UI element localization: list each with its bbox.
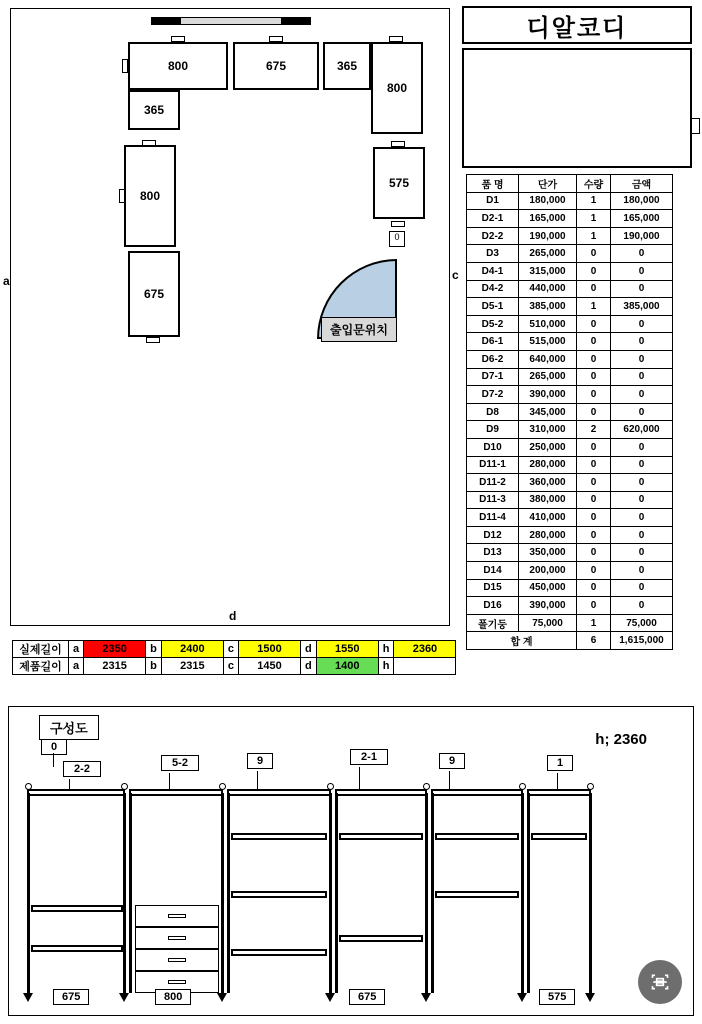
elev-drawer [135,949,219,971]
length-row-product [13,658,456,675]
price-table-total-row [467,632,673,650]
price-cell: D10 [467,438,519,456]
elev-shelf [339,935,423,942]
price-cell: 250,000 [519,438,577,456]
elev-bottom-tag-675b: 675 [349,989,385,1005]
plan-label-a: a [3,274,10,288]
price-cell: 0 [577,597,611,615]
price-cell: 0 [611,245,673,263]
price-cell: 280,000 [519,526,577,544]
plan-label-d: d [229,609,237,623]
length-key-c: c [223,641,238,658]
price-cell: 0 [611,386,673,404]
price-cell: 180,000 [611,192,673,210]
elev-post [329,793,332,993]
plan-box-365-top: 365 [323,42,371,90]
price-cell: D5-2 [467,315,519,333]
price-table-row [467,262,673,280]
plan-door-tag: 0 [389,231,405,247]
price-table-row [467,210,673,228]
elev-post [521,793,524,993]
price-cell: 1 [577,192,611,210]
plan-tab [391,221,405,227]
elev-shelf [31,945,123,952]
price-cell: 515,000 [519,333,577,351]
length-key-b: b [146,641,162,658]
price-cell: 190,000 [519,227,577,245]
plan-box-675-left: 675 [128,251,180,337]
price-cell: 165,000 [519,210,577,228]
price-cell: 0 [611,474,673,492]
elev-shelf [31,905,123,912]
price-cell: 380,000 [519,491,577,509]
price-cell: 0 [611,368,673,386]
price-cell: D11-1 [467,456,519,474]
price-total-label: 합 계 [467,632,577,650]
price-cell: D2-2 [467,227,519,245]
price-cell: 0 [577,544,611,562]
price-table-row [467,421,673,439]
price-cell: 165,000 [611,210,673,228]
plan-box-800-right: 800 [371,42,423,134]
price-total-qty: 6 [577,632,611,650]
price-cell: 1 [577,614,611,632]
price-cell: 0 [577,579,611,597]
price-cell: 75,000 [611,614,673,632]
elev-knob [121,783,128,790]
prod-key-b: b [146,658,162,675]
price-cell: 0 [577,509,611,527]
prod-value-b: 2315 [161,658,223,675]
length-row-label: 실제길이 [13,641,69,658]
price-cell: 280,000 [519,456,577,474]
prod-value-h [394,658,456,675]
price-cell: 345,000 [519,403,577,421]
length-value-a: 2350 [84,641,146,658]
price-cell: 0 [611,579,673,597]
price-cell: 385,000 [519,298,577,316]
elev-tag-9b: 9 [439,753,465,769]
elev-top-rail [527,789,591,796]
brand-logo: 디알코디 [462,6,692,44]
price-cell: D12 [467,526,519,544]
price-cell: 0 [577,350,611,368]
elev-post [129,793,132,993]
plan-label-c: c [452,268,459,282]
elev-shelf [531,833,587,840]
price-cell: 440,000 [519,280,577,298]
price-cell: 0 [577,386,611,404]
price-cell: 350,000 [519,544,577,562]
price-cell: 310,000 [519,421,577,439]
price-table-row [467,298,673,316]
price-cell: D11-3 [467,491,519,509]
price-table-row [467,386,673,404]
length-row-label: 제품길이 [13,658,69,675]
price-table-row [467,509,673,527]
price-table-row [467,597,673,615]
door-position-callout: 출입문위치 [321,317,397,342]
price-cell: 410,000 [519,509,577,527]
price-cell: 390,000 [519,597,577,615]
price-header-unit: 단가 [519,175,577,193]
plan-box-575-right: 575 [373,147,425,219]
price-cell: D11-2 [467,474,519,492]
plan-tab [269,36,283,42]
price-cell: D3 [467,245,519,263]
elev-post [227,793,230,993]
prod-key-a: a [69,658,84,675]
price-table-header-row [467,175,673,193]
price-cell: D2-1 [467,210,519,228]
price-cell: 0 [611,597,673,615]
price-cell: 620,000 [611,421,673,439]
leader-line [53,753,54,767]
price-cell: 0 [611,350,673,368]
price-table-row [467,491,673,509]
price-table-row [467,438,673,456]
sliding-door-rail [151,17,311,25]
price-cell: D7-1 [467,368,519,386]
plan-tab [389,36,403,42]
price-cell: D7-2 [467,386,519,404]
elev-shelf [231,833,327,840]
plan-tab [119,189,125,203]
price-cell: D5-1 [467,298,519,316]
price-cell: 2 [577,421,611,439]
price-header-name: 품 명 [467,175,519,193]
elev-knob [423,783,430,790]
price-cell: 265,000 [519,368,577,386]
elev-foot [217,993,227,1002]
elev-shelf [339,833,423,840]
elevation-height-note: h; 2360 [595,731,647,748]
price-cell: 0 [611,403,673,421]
length-key-h: h [378,641,394,658]
length-value-b: 2400 [161,641,223,658]
price-table-row [467,579,673,597]
price-cell: 0 [611,544,673,562]
elev-shelf [231,949,327,956]
price-cell: 0 [577,526,611,544]
price-cell: 0 [577,403,611,421]
price-cell: 0 [611,438,673,456]
price-cell: 0 [577,262,611,280]
elev-post [431,793,434,993]
elev-tag-1: 1 [547,755,573,771]
elev-post [589,793,592,993]
elev-shelf [435,891,519,898]
elev-tag-2-1: 2-1 [350,749,388,765]
price-cell: 265,000 [519,245,577,263]
price-cell: D8 [467,403,519,421]
price-cell: 180,000 [519,192,577,210]
price-cell: 0 [577,474,611,492]
note-box [462,48,692,168]
price-cell: 0 [611,315,673,333]
price-cell: D1 [467,192,519,210]
elev-tag-5-2: 5-2 [161,755,199,771]
elev-shelf [231,891,327,898]
price-cell: 0 [611,526,673,544]
elev-tag-2-2: 2-2 [63,761,101,777]
price-table-row [467,227,673,245]
plan-tab [391,141,405,147]
note-box-edge-tab [692,118,700,134]
price-cell: D6-1 [467,333,519,351]
length-key-a: a [69,641,84,658]
elevation-drawing [8,706,694,1016]
price-cell: D15 [467,579,519,597]
plan-tab [146,337,160,343]
price-cell: 0 [611,509,673,527]
price-table-row [467,614,673,632]
price-cell: 0 [611,280,673,298]
price-cell: 200,000 [519,562,577,580]
length-table [12,640,456,675]
price-cell: 450,000 [519,579,577,597]
price-table-row [467,333,673,351]
elev-shelf [435,833,519,840]
elev-post [425,793,428,993]
elev-bottom-tag-800: 800 [155,989,191,1005]
price-cell: 0 [577,333,611,351]
plan-tab [122,59,128,73]
price-table-row [467,245,673,263]
elev-top-rail [227,789,331,796]
plan-box-800-top: 800 [128,42,228,90]
elev-top-rail [129,789,223,796]
elevation-title: 구성도 [39,715,99,740]
price-cell: 75,000 [519,614,577,632]
elev-foot [421,993,431,1002]
elev-knob [519,783,526,790]
price-cell: 0 [577,245,611,263]
scan-icon[interactable] [638,960,682,1004]
price-table-row [467,562,673,580]
elev-knob [219,783,226,790]
plan-box-800-left: 800 [124,145,176,247]
price-cell: 385,000 [611,298,673,316]
elev-foot [517,993,527,1002]
price-cell: 0 [577,280,611,298]
elev-post [527,793,530,993]
price-cell: D4-1 [467,262,519,280]
length-value-d: 1550 [316,641,378,658]
price-cell: 390,000 [519,386,577,404]
elev-bottom-tag-575: 575 [539,989,575,1005]
elev-top-rail [335,789,427,796]
price-table-row [467,403,673,421]
price-cell: 510,000 [519,315,577,333]
price-cell: 1 [577,298,611,316]
elev-drawer [135,927,219,949]
price-cell: 190,000 [611,227,673,245]
floor-plan [3,8,450,626]
price-cell: D13 [467,544,519,562]
price-cell: 0 [611,333,673,351]
elev-foot [119,993,129,1002]
elev-drawer [135,905,219,927]
price-table-row [467,192,673,210]
price-total-amount: 1,615,000 [611,632,673,650]
prod-key-c: c [223,658,238,675]
price-table-row [467,526,673,544]
price-cell: 0 [611,262,673,280]
price-cell: D14 [467,562,519,580]
length-row-actual [13,641,456,658]
price-cell: D6-2 [467,350,519,368]
price-cell: D9 [467,421,519,439]
elev-knob [587,783,594,790]
plan-tab [171,36,185,42]
price-table-row [467,456,673,474]
price-cell: D11-4 [467,509,519,527]
plan-tab [142,140,156,146]
elev-bottom-tag-675a: 675 [53,989,89,1005]
elev-knob [327,783,334,790]
length-key-d: d [300,641,316,658]
price-cell: 0 [577,456,611,474]
price-table-row [467,474,673,492]
elev-tag-0: 0 [41,739,67,755]
price-cell: 0 [611,491,673,509]
price-cell: 640,000 [519,350,577,368]
prod-value-d: 1400 [316,658,378,675]
elev-post [221,793,224,993]
price-cell: 0 [577,315,611,333]
price-cell: D4-2 [467,280,519,298]
elev-post [123,793,126,993]
price-cell: 0 [611,562,673,580]
length-value-h: 2360 [394,641,456,658]
price-cell: 0 [577,438,611,456]
price-table-row [467,315,673,333]
elev-foot [23,993,33,1002]
plan-box-675-top: 675 [233,42,319,90]
price-header-amount: 금액 [611,175,673,193]
elev-top-rail [431,789,523,796]
elev-tag-9a: 9 [247,753,273,769]
elev-foot [585,993,595,1002]
price-table-row [467,544,673,562]
prod-value-c: 1450 [238,658,300,675]
prod-value-a: 2315 [84,658,146,675]
elev-post [335,793,338,993]
prod-key-h: h [378,658,394,675]
price-cell: 폴기둥 [467,614,519,632]
plan-box-365-left: 365 [128,90,180,130]
price-cell: D16 [467,597,519,615]
price-cell: 0 [577,562,611,580]
price-cell: 360,000 [519,474,577,492]
prod-key-d: d [300,658,316,675]
price-table [466,174,673,650]
elev-top-rail [27,789,125,796]
price-cell: 1 [577,227,611,245]
price-cell: 0 [577,368,611,386]
elev-post [27,793,30,993]
length-value-c: 1500 [238,641,300,658]
elev-foot [325,993,335,1002]
price-table-row [467,368,673,386]
price-table-row [467,350,673,368]
price-table-row [467,280,673,298]
elev-knob [25,783,32,790]
price-header-qty: 수량 [577,175,611,193]
price-cell: 0 [577,491,611,509]
price-cell: 1 [577,210,611,228]
price-cell: 315,000 [519,262,577,280]
price-cell: 0 [611,456,673,474]
